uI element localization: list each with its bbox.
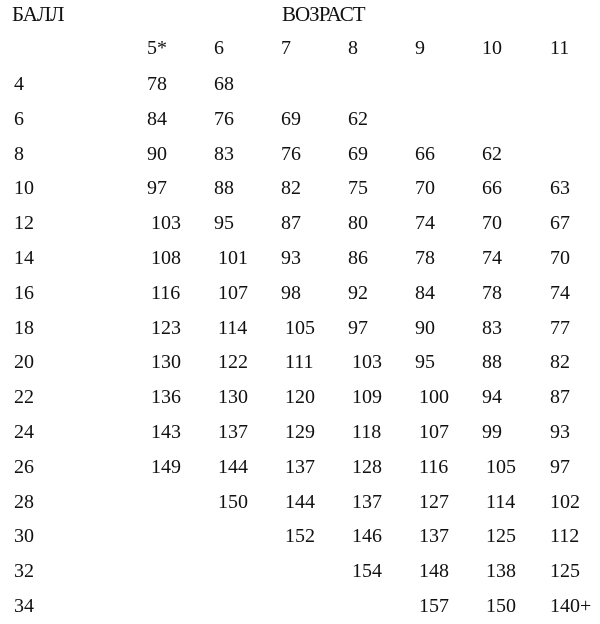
- table-row: [0, 524, 600, 554]
- value-cell: 102: [550, 490, 580, 513]
- value-cell: 120: [285, 386, 315, 409]
- table-row: [0, 142, 600, 172]
- age-header-row: [0, 36, 600, 60]
- value-cell: 84: [415, 281, 435, 304]
- score-cell: 16: [14, 281, 34, 304]
- value-cell: 129: [285, 421, 315, 443]
- table-row: [0, 316, 600, 346]
- value-cell: 90: [415, 316, 435, 339]
- value-cell: 107: [218, 281, 248, 304]
- value-cell: 138: [486, 560, 516, 583]
- value-cell: 144: [218, 455, 248, 478]
- value-cell: 98: [281, 281, 301, 304]
- value-cell: 146: [352, 525, 382, 548]
- value-cell: 63: [550, 177, 570, 200]
- age-header-cell: 11: [550, 37, 570, 59]
- value-cell: 76: [281, 142, 301, 165]
- value-cell: 93: [550, 421, 570, 443]
- value-cell: 157: [419, 595, 449, 617]
- value-cell: 94: [482, 386, 502, 409]
- value-cell: 108: [151, 247, 181, 269]
- value-cell: 78: [415, 247, 435, 269]
- value-cell: 137: [419, 525, 449, 548]
- value-cell: 62: [482, 142, 502, 165]
- table-row: [0, 350, 600, 380]
- value-cell: 70: [415, 177, 435, 200]
- value-cell: 114: [486, 490, 516, 513]
- value-cell: 111: [285, 351, 314, 374]
- value-cell: 150: [486, 595, 516, 617]
- score-cell: 28: [14, 490, 34, 513]
- value-cell: 62: [348, 107, 368, 130]
- score-cell: 26: [14, 455, 34, 478]
- value-cell: 77: [550, 316, 570, 339]
- value-cell: 82: [281, 177, 301, 200]
- table-row: [0, 420, 600, 450]
- table-row: [0, 211, 600, 241]
- value-cell: 137: [218, 421, 248, 443]
- table-row: [0, 176, 600, 206]
- score-cell: 10: [14, 177, 34, 200]
- value-cell: 70: [482, 212, 502, 235]
- value-cell: 130: [218, 386, 248, 409]
- value-cell: 150: [218, 490, 248, 513]
- age-header-cell: 6: [214, 37, 224, 59]
- value-cell: 68: [214, 73, 234, 95]
- value-cell: 122: [218, 351, 248, 374]
- value-cell: 69: [281, 107, 301, 130]
- age-header-cell: 5*: [147, 37, 167, 59]
- value-cell: 76: [214, 107, 234, 130]
- value-cell: 118: [352, 421, 382, 443]
- value-cell: 103: [151, 212, 181, 235]
- value-cell: 97: [348, 316, 368, 339]
- table-row: [0, 594, 600, 624]
- value-cell: 125: [486, 525, 516, 548]
- value-cell: 114: [218, 316, 248, 339]
- value-cell: 82: [550, 351, 570, 374]
- value-cell: 83: [482, 316, 502, 339]
- value-cell: 87: [281, 212, 301, 235]
- score-cell: 20: [14, 351, 34, 374]
- value-cell: 69: [348, 142, 368, 165]
- value-cell: 109: [352, 386, 382, 409]
- value-cell: 88: [214, 177, 234, 200]
- age-header-cell: 7: [281, 37, 291, 59]
- score-cell: 34: [14, 595, 34, 617]
- table-row: [0, 72, 600, 102]
- table-row: [0, 281, 600, 311]
- value-cell: 105: [285, 316, 315, 339]
- value-cell: 128: [352, 455, 382, 478]
- score-cell: 14: [14, 247, 34, 269]
- value-cell: 137: [352, 490, 382, 513]
- value-cell: 95: [214, 212, 234, 235]
- value-cell: 78: [147, 73, 167, 95]
- score-cell: 8: [14, 142, 24, 165]
- value-cell: 78: [482, 281, 502, 304]
- value-cell: 74: [415, 212, 435, 235]
- value-cell: 144: [285, 490, 315, 513]
- value-cell: 97: [147, 177, 167, 200]
- age-header-cell: 8: [348, 37, 358, 59]
- value-cell: 70: [550, 247, 570, 269]
- value-cell: 154: [352, 560, 382, 583]
- value-cell: 74: [550, 281, 570, 304]
- score-cell: 32: [14, 560, 34, 583]
- value-cell: 123: [151, 316, 181, 339]
- value-cell: 103: [352, 351, 382, 374]
- value-cell: 116: [151, 281, 181, 304]
- score-cell: 22: [14, 386, 34, 409]
- value-cell: 152: [285, 525, 315, 548]
- value-cell: 99: [482, 421, 502, 443]
- age-group-header: ВОЗРАСТ: [282, 2, 365, 26]
- age-header-cell: 9: [415, 37, 425, 59]
- value-cell: 90: [147, 142, 167, 165]
- score-cell: 4: [14, 73, 24, 95]
- value-cell: 107: [419, 421, 449, 443]
- value-cell: 84: [147, 107, 167, 130]
- value-cell: 83: [214, 142, 234, 165]
- value-cell: 116: [419, 455, 449, 478]
- age-header-cell: 10: [482, 37, 502, 59]
- score-cell: 30: [14, 525, 34, 548]
- value-cell: 112: [550, 525, 580, 548]
- value-cell: 101: [218, 247, 248, 269]
- table-row: [0, 107, 600, 137]
- value-cell: 87: [550, 386, 570, 409]
- value-cell: 105: [486, 455, 516, 478]
- table-row: [0, 385, 600, 415]
- value-cell: 97: [550, 455, 570, 478]
- score-cell: 6: [14, 107, 24, 130]
- value-cell: 137: [285, 455, 315, 478]
- value-cell: 149: [151, 455, 181, 478]
- value-cell: 95: [415, 351, 435, 374]
- value-cell: 125: [550, 560, 580, 583]
- table-row: [0, 559, 600, 589]
- value-cell: 93: [281, 247, 301, 269]
- value-cell: 66: [415, 142, 435, 165]
- table-row: [0, 490, 600, 520]
- score-cell: 18: [14, 316, 34, 339]
- value-cell: 143: [151, 421, 181, 443]
- value-cell: 127: [419, 490, 449, 513]
- table-row: [0, 455, 600, 485]
- value-cell: 66: [482, 177, 502, 200]
- value-cell: 86: [348, 247, 368, 269]
- value-cell: 140+: [550, 595, 592, 617]
- value-cell: 88: [482, 351, 502, 374]
- score-cell: 24: [14, 421, 34, 443]
- value-cell: 74: [482, 247, 502, 269]
- value-cell: 67: [550, 212, 570, 235]
- value-cell: 100: [419, 386, 449, 409]
- value-cell: 75: [348, 177, 368, 200]
- value-cell: 130: [151, 351, 181, 374]
- value-cell: 92: [348, 281, 368, 304]
- score-cell: 12: [14, 212, 34, 235]
- value-cell: 148: [419, 560, 449, 583]
- score-column-header: БАЛЛ: [12, 2, 64, 26]
- table-row: [0, 246, 600, 276]
- value-cell: 136: [151, 386, 181, 409]
- value-cell: 80: [348, 212, 368, 235]
